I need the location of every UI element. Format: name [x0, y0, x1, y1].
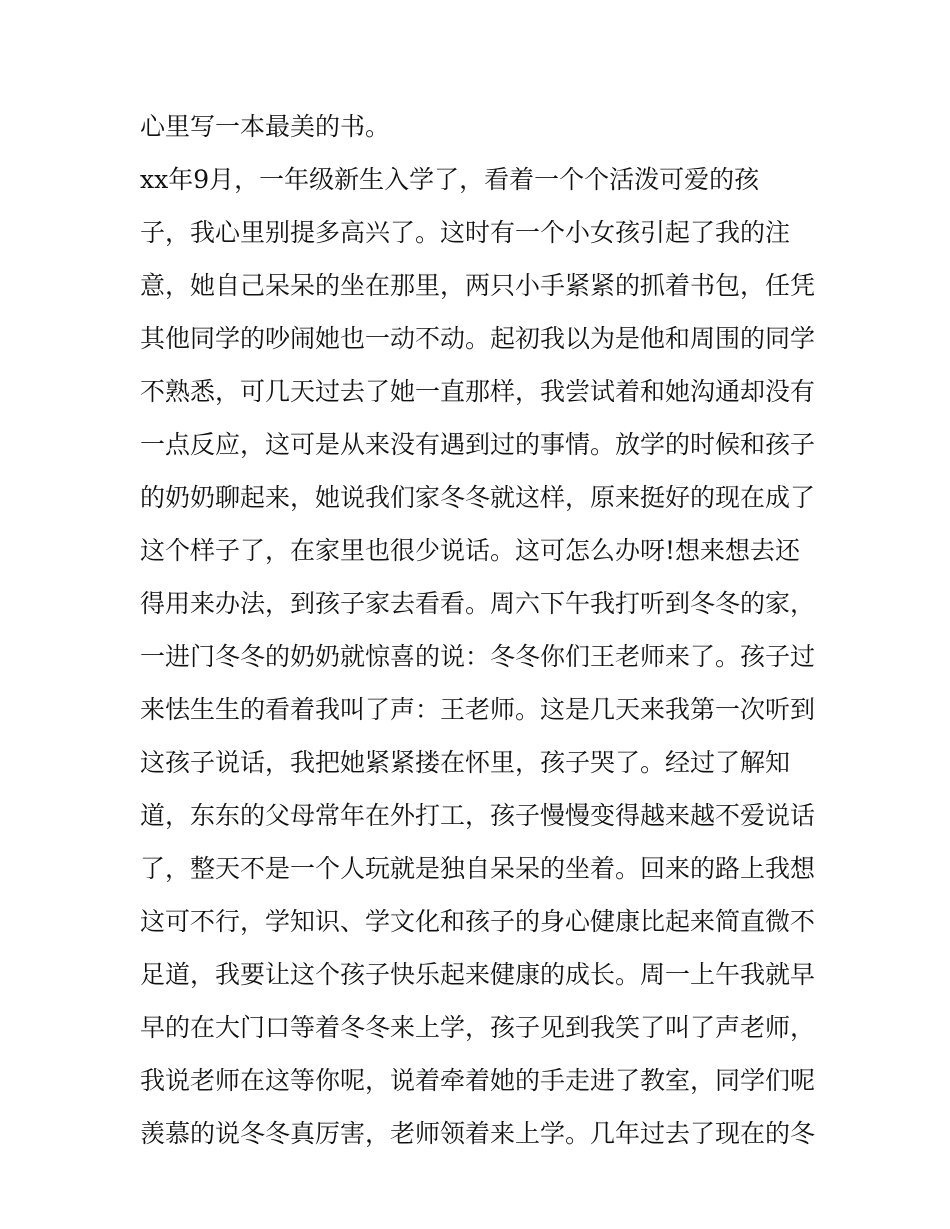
- text-line: 了，整天不是一个人玩就是独自呆呆的坐着。回来的路上我想: [140, 854, 816, 883]
- text-line: 来怯生生的看着我叫了声：王老师。这是几天来我第一次听到: [140, 695, 816, 724]
- text-line: 一进门冬冬的奶奶就惊喜的说：冬冬你们王老师来了。孩子过: [140, 642, 816, 671]
- text-line: 心里写一本最美的书。: [140, 112, 391, 141]
- body-text: [140, 108, 820, 1168]
- text-line: 我说老师在这等你呢，说着牵着她的手走进了教室，同学们呢: [140, 1066, 816, 1095]
- text-line: 的奶奶聊起来，她说我们家冬冬就这样，原来挺好的现在成了: [140, 483, 816, 512]
- text-line: 一点反应，这可是从来没有遇到过的事情。放学的时候和孩子: [140, 430, 816, 459]
- text-line: 羡慕的说冬冬真厉害，老师领着来上学。几年过去了现在的冬: [140, 1119, 816, 1148]
- text-line: 这可不行，学知识、学文化和孩子的身心健康比起来简直微不: [140, 907, 816, 936]
- text-line: 子，我心里别提多高兴了。这时有一个小女孩引起了我的注: [140, 218, 791, 247]
- text-line: 不熟悉，可几天过去了她一直那样，我尝试着和她沟通却没有: [140, 377, 816, 406]
- text-line: 早的在大门口等着冬冬来上学，孩子见到我笑了叫了声老师，: [140, 1013, 816, 1042]
- text-line: xx年9月，一年级新生入学了，看着一个个活泼可爱的孩: [140, 165, 760, 194]
- text-line: 道，东东的父母常年在外打工，孩子慢慢变得越来越不爱说话: [140, 801, 816, 830]
- text-line: 得用来办法，到孩子家去看看。周六下午我打听到冬冬的家，: [140, 589, 816, 618]
- text-line: 其他同学的吵闹她也一动不动。起初我以为是他和周围的同学: [140, 324, 816, 353]
- text-line: 足道，我要让这个孩子快乐起来健康的成长。周一上午我就早: [140, 960, 816, 989]
- text-line: 意，她自己呆呆的坐在那里，两只小手紧紧的抓着书包，任凭: [140, 271, 816, 300]
- text-line: 这孩子说话，我把她紧紧搂在怀里，孩子哭了。经过了解知: [140, 748, 791, 777]
- text-line: 这个样子了，在家里也很少说话。这可怎么办呀!想来想去还: [140, 536, 801, 565]
